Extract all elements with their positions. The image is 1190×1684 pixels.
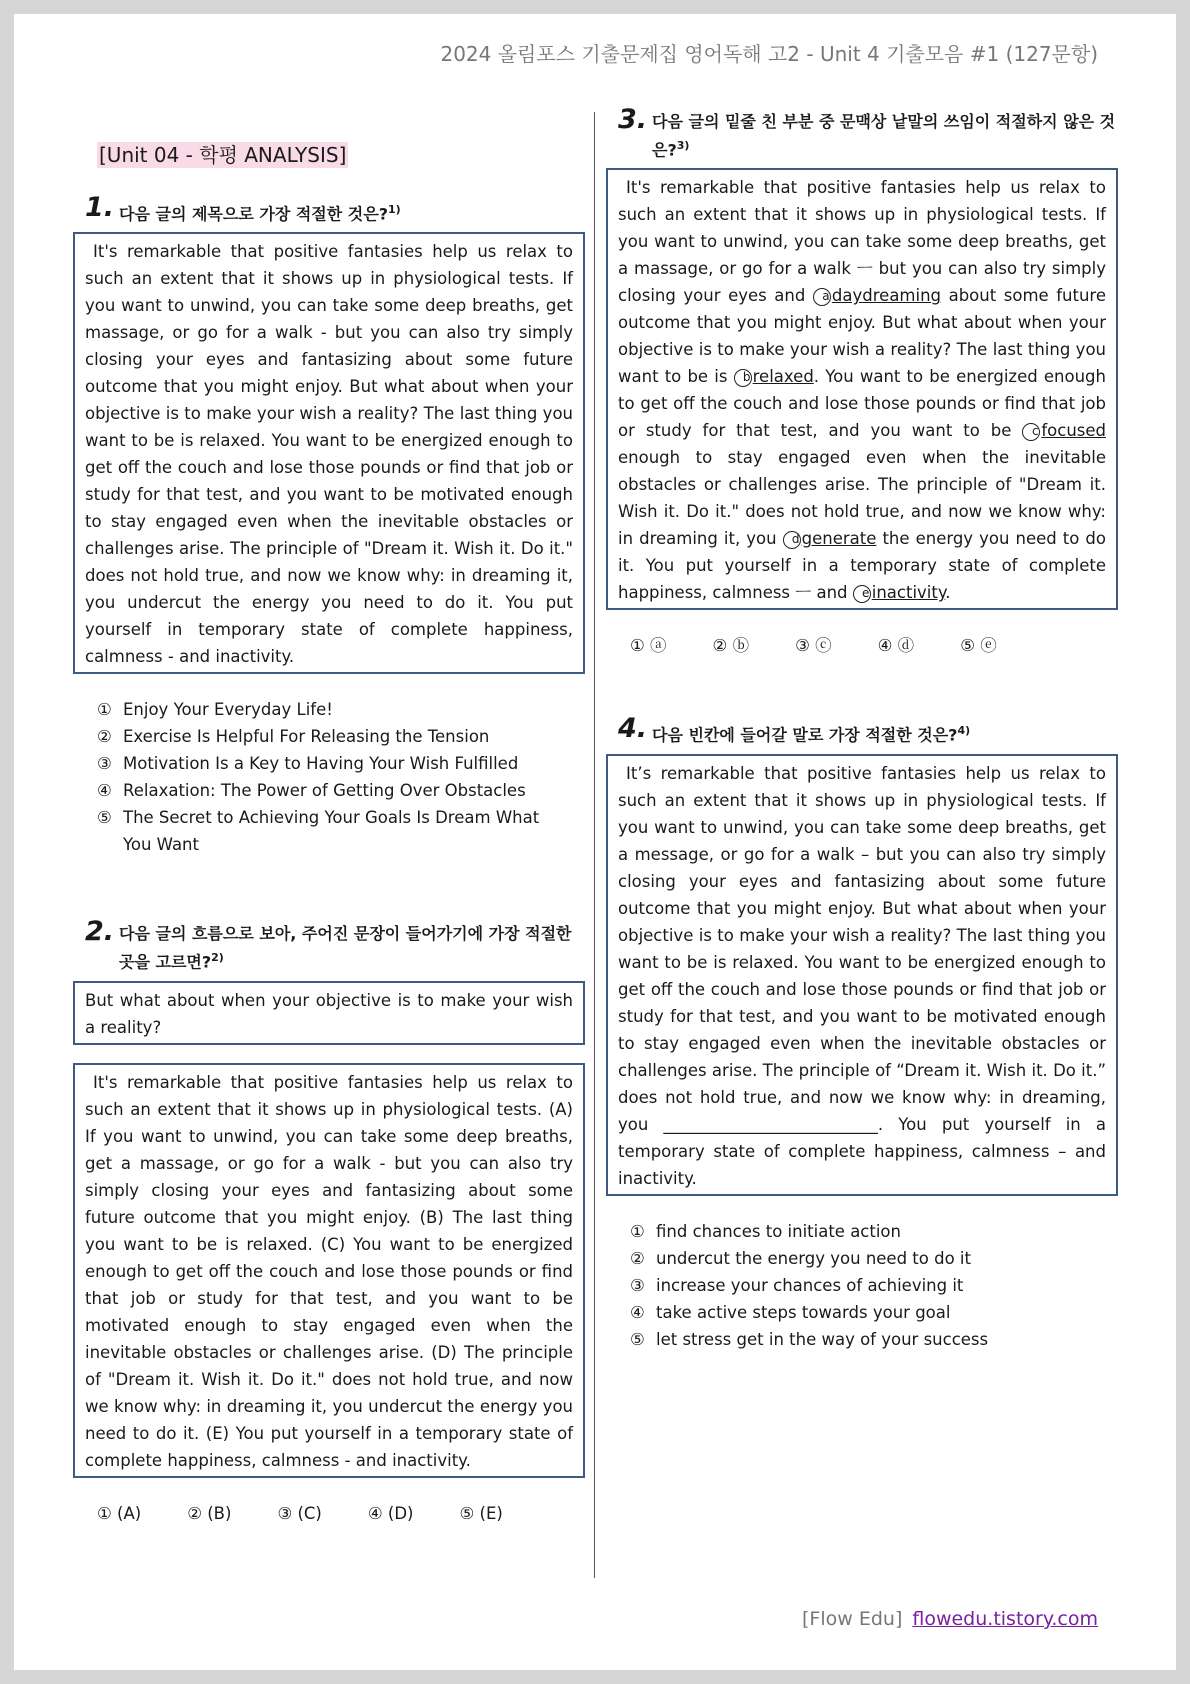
underlined-word: daydreaming [831,286,942,306]
answer-options [606,1218,1118,1353]
footnote-ref: 4) [957,724,971,738]
passage-box [606,168,1118,610]
answer-option[interactable]: ② Exercise Is Helpful For Releasing the Tension [97,727,490,747]
answer-option[interactable]: ④ take active steps towards your goal [630,1302,951,1322]
label-a: a [813,288,831,306]
answer-option[interactable]: ② (B) [187,1503,232,1523]
answer-options [73,696,585,858]
answer-option[interactable]: ① Enjoy Your Everyday Life! [97,700,333,720]
column-divider [594,112,595,1578]
question-number: 3. [618,104,648,135]
passage-text: It's remarkable that positive fantasies help us relax to such an extent that it shows up in physiological tests. (A) If you want to unwind, you can take some deep breaths, get a massage, or go for a walk - but you can also try simply closing your eyes and fantasizing about some future outcome that you might enjoy. (B) The last thing you want to be is relaxed. (C) You want to be energized enough to get off the couch and lose those pounds or find that job or study for that test, and you want to be motivated enough to stay engaged even when the inevitable obstacles or challenges arise. (D) The principle of "Dream it. Wish it. Do it." does not hold true, and now we know why: in dreaming it, you undercut the energy you need to do it. (E) You put yourself in a temporary state of complete happiness, calmness - and inactivity. [85,1072,573,1470]
answer-option[interactable]: ③ ⓒ [795,636,832,656]
page-header: 2024 올림포스 기출문제집 영어독해 고2 - Unit 4 기출모음 #1 (127문항) [440,42,1098,66]
passage-text: It’s remarkable that positive fantasies help us relax to such an extent that it shows up in physiological tests. If you want to unwind, you can take some deep breaths, get a message, or go for a walk – but you can also try simply closing your eyes and fantasizing about some future outcome that you might enjoy. But what about when your objective is to make your wish a reality? The last thing you want to be is relaxed. You want to be energized enough to get off the couch and lose those pounds or find that job or study for that test, and you want to be motivated enough to stay engaged even when the inevitable obstacles or challenges arise. The principle of “Dream it. Wish it. Do it.” does not hold true, and now we know why: in dreaming, you __________________________. You put yourself in a temporary state of complete happiness, calmness – and inactivity. [618,763,1106,1188]
label-e: e [853,585,871,603]
footer-brand: [Flow Edu] [802,1608,903,1630]
footnote-ref: 2) [211,951,224,965]
question-number: 4. [618,713,648,745]
question-4 [606,715,1118,1352]
question-3 [606,106,1118,659]
answer-option[interactable]: ② undercut the energy you need to do it [630,1248,971,1268]
question-prompt: 다음 글의 제목으로 가장 적절한 것은? [119,204,388,224]
question-prompt: 다음 글의 흐름으로 보아, 주어진 문장이 들어가기에 가장 적절한 곳을 고르면? [119,924,572,972]
footer-link[interactable]: flowedu.tistory.com [912,1608,1098,1630]
answer-option[interactable]: ① ⓐ [630,636,667,656]
underlined-word: inactivity [871,583,946,603]
answer-option[interactable]: ④ (D) [367,1503,414,1523]
right-column [606,106,1118,1353]
answer-option[interactable]: ① (A) [97,1503,142,1523]
passage-text: It's remarkable that positive fantasies help us relax to such an extent that it shows up in physiological tests. If you want to unwind, you can take some deep breaths, get massage, or go for a walk - but you can also try simply closing your eyes and fantasizing about some future outcome that you might enjoy. But what about when your objective is to make your wish a reality? The last thing you want to be is relaxed. You want to be energized enough to get off the couch and lose those pounds or find that job or study for that test, and you want to be motivated enough to stay engaged even when the inevitable obstacles or challenges arise. The principle of "Dream it. Wish it. Do it." does not hold true, and now we know why: in dreaming it, you undercut the energy you need to do it. You put yourself in temporary state of complete happiness, calmness - and inactivity. [85,242,573,667]
answer-option[interactable]: ⑤ (E) [459,1503,503,1523]
label-b: b [734,369,752,387]
underlined-word: focused [1041,421,1106,441]
underlined-word: relaxed [752,367,814,387]
page-footer [802,1608,1098,1630]
answer-option[interactable]: ③ Motivation Is a Key to Having Your Wish Fulfilled [97,754,519,774]
question-prompt: 다음 빈칸에 들어갈 말로 가장 적절한 것은? [652,725,958,745]
answer-option[interactable]: ⑤ let stress get in the way of your success [630,1329,989,1349]
passage-box [606,754,1118,1196]
unit-title: [Unit 04 - 학평 ANALYSIS] [99,143,347,167]
passage-box [73,232,585,674]
underlined-word: generate [801,529,877,549]
question-prompt: 다음 글의 밑줄 친 부분 중 문맥상 낱말의 쓰임이 적절하지 않은 것은? [652,112,1116,160]
footnote-ref: 1) [387,203,401,216]
page [14,14,1176,1670]
given-sentence: But what about when your objective is to make your wish a reality? [85,990,573,1037]
footnote-ref: 3) [676,139,690,152]
label-c: c [1022,423,1040,441]
answer-options [73,1500,585,1527]
left-column [73,110,585,1527]
label-d: d [783,531,801,549]
answer-option[interactable]: ③ (C) [277,1503,322,1523]
passage-text: It's remarkable that positive fantasies help us relax to such an extent that it shows up in physiological tests. If you want to unwind, you can take some deep breaths, get a massage, or go for a walk ㅡ but you can also try simply closing your eyes and a daydreaming about some future outcome that you might enjoy. But what about when your objective is to make your wish a reality? The last thing you want to be is b relaxed. You want to be energized enough to get off the couch and lose those pounds or find that job or study for that test, and you want to be c focused enough to stay engaged even when the inevitable obstacles or challenges arise. The principle of "Dream it. Wish it. Do it." does not hold true, and now we know why: in dreaming it, you d generate the energy you need to do it. You put yourself in a temporary state of complete happiness, calmness ㅡ and e inactivity. [618,178,1106,603]
answer-options [606,632,1118,659]
question-2 [73,918,585,1526]
answer-option[interactable]: ② ⓑ [712,636,750,656]
passage-box [73,1063,585,1478]
question-1 [73,194,585,858]
answer-option[interactable]: ⑤ ⓔ [960,636,997,656]
answer-option[interactable]: ④ Relaxation: The Power of Getting Over Obstacles [97,781,526,801]
answer-option[interactable]: ③ increase your chances of achieving it [630,1275,964,1295]
question-number: 2. [85,916,115,948]
answer-option[interactable]: ① find chances to initiate action [630,1221,901,1241]
answer-option[interactable]: ⑤ The Secret to Achieving Your Goals Is Dream What You Want [97,808,540,855]
given-sentence-box [73,981,585,1045]
answer-option[interactable]: ④ ⓓ [877,636,915,656]
question-number: 1. [85,192,115,223]
